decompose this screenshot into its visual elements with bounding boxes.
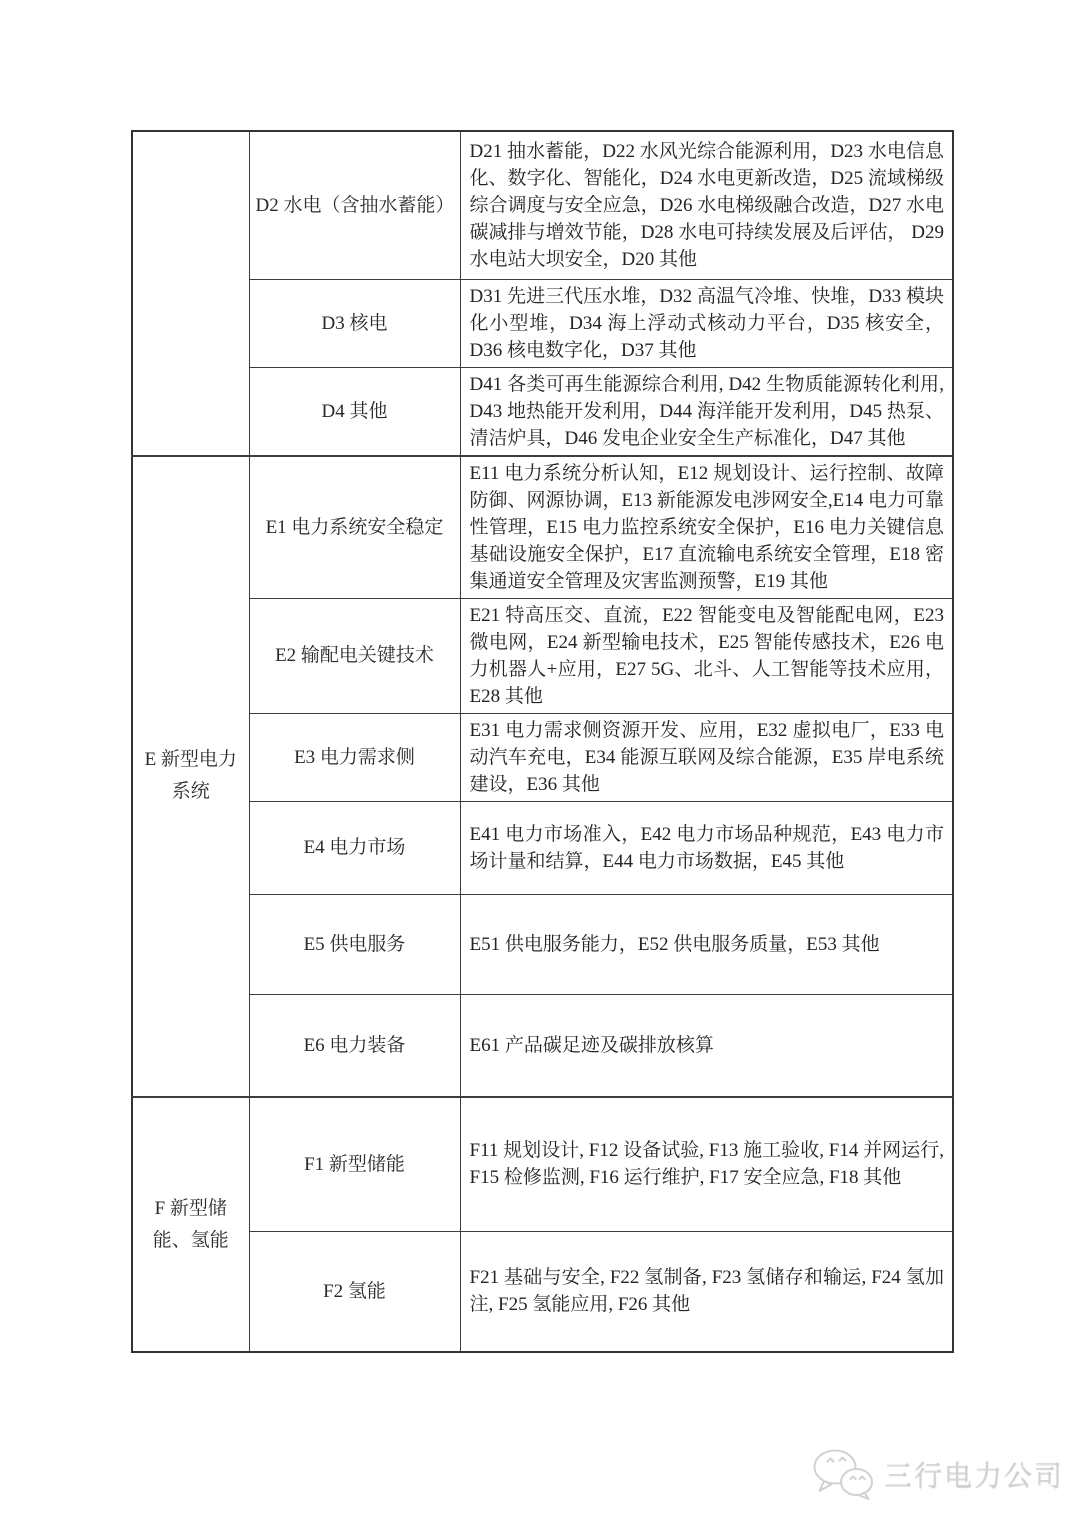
detail-cell-e6: E61 产品碳足迹及碳排放核算 <box>460 994 953 1097</box>
table-row <box>132 713 953 801</box>
subcategory-cell-f1: F1 新型储能 <box>249 1097 460 1231</box>
subcategory-cell-e1: E1 电力系统安全稳定 <box>249 456 460 599</box>
detail-cell-e2: E21 特高压交、直流，E22 智能变电及智能配电网，E23 微电网，E24 新型输电技术，E25 智能传感技术，E26 电力机器人+应用，E27 5G、北斗、人工智能等技术应用，E28 其他 <box>460 598 953 713</box>
table-row <box>132 894 953 994</box>
detail-cell-e3: E31 电力需求侧资源开发、应用，E32 虚拟电厂，E33 电动汽车充电，E34 能源互联网及综合能源，E35 岸电系统建设，E36 其他 <box>460 713 953 801</box>
brand-watermark <box>811 1448 1064 1500</box>
subcategory-cell-d4: D4 其他 <box>249 367 460 456</box>
subcategory-cell-e4: E4 电力市场 <box>249 801 460 894</box>
detail-cell-d3: D31 先进三代压水堆，D32 高温气冷堆、快堆，D33 模块化小型堆，D34 海上浮动式核动力平台，D35 核安全，D36 核电数字化，D37 其他 <box>460 279 953 367</box>
detail-cell-e4: E41 电力市场准入，E42 电力市场品种规范，E43 电力市场计量和结算，E44 电力市场数据，E45 其他 <box>460 801 953 894</box>
detail-cell-d4: D41 各类可再生能源综合利用, D42 生物质能源转化利用, D43 地热能开发利用，D44 海洋能开发利用，D45 热泵、清洁炉具，D46 发电企业安全生产标准化，D47 其他 <box>460 367 953 456</box>
table-row <box>132 1097 953 1231</box>
table-row <box>132 279 953 367</box>
table-row <box>132 801 953 894</box>
subcategory-cell-e6: E6 电力装备 <box>249 994 460 1097</box>
subcategory-cell-d2: D2 水电（含抽水蓄能） <box>249 131 460 279</box>
brand-name: 三行电力公司 <box>883 1460 1064 1491</box>
detail-cell-f1: F11 规划设计, F12 设备试验, F13 施工验收, F14 并网运行, F15 检修监测, F16 运行维护, F17 安全应急, F18 其他 <box>460 1097 953 1231</box>
category-cell-d <box>132 131 249 456</box>
category-cell-e: E 新型电力系统 <box>132 456 249 1098</box>
subcategory-cell-f2: F2 氢能 <box>249 1231 460 1352</box>
subcategory-cell-e3: E3 电力需求侧 <box>249 713 460 801</box>
document-sheet <box>131 130 954 1353</box>
table-row <box>132 456 953 599</box>
wechat-icon <box>811 1448 875 1500</box>
detail-cell-d2: D21 抽水蓄能，D22 水风光综合能源利用，D23 水电信息化、数字化、智能化，D24 水电更新改造，D25 流域梯级综合调度与安全应急，D26 水电梯级融合改造，D27 水电碳减排与增效节能，D28 水电可持续发展及后评估， D29 水电站大坝安全，D20 其他 <box>460 131 953 279</box>
detail-cell-e5: E51 供电服务能力，E52 供电服务质量，E53 其他 <box>460 894 953 994</box>
subcategory-cell-e5: E5 供电服务 <box>249 894 460 994</box>
subcategory-cell-e2: E2 输配电关键技术 <box>249 598 460 713</box>
table-row <box>132 367 953 456</box>
detail-cell-f2: F21 基础与安全, F22 氢制备, F23 氢储存和输运, F24 氢加注, F25 氢能应用, F26 其他 <box>460 1231 953 1352</box>
category-cell-f: F 新型储能、氢能 <box>132 1097 249 1352</box>
table-row <box>132 1231 953 1352</box>
table-row <box>132 131 953 279</box>
subcategory-cell-d3: D3 核电 <box>249 279 460 367</box>
classification-table <box>131 130 954 1353</box>
table-row <box>132 598 953 713</box>
table-row <box>132 994 953 1097</box>
detail-cell-e1: E11 电力系统分析认知，E12 规划设计、运行控制、故障防御、网源协调，E13 新能源发电涉网安全,E14 电力可靠性管理，E15 电力监控系统安全保护，E16 电力关键信息基础设施安全保护，E17 直流输电系统安全管理，E18 密集通道安全管理及灾害监测预警，E19 其他 <box>460 456 953 599</box>
